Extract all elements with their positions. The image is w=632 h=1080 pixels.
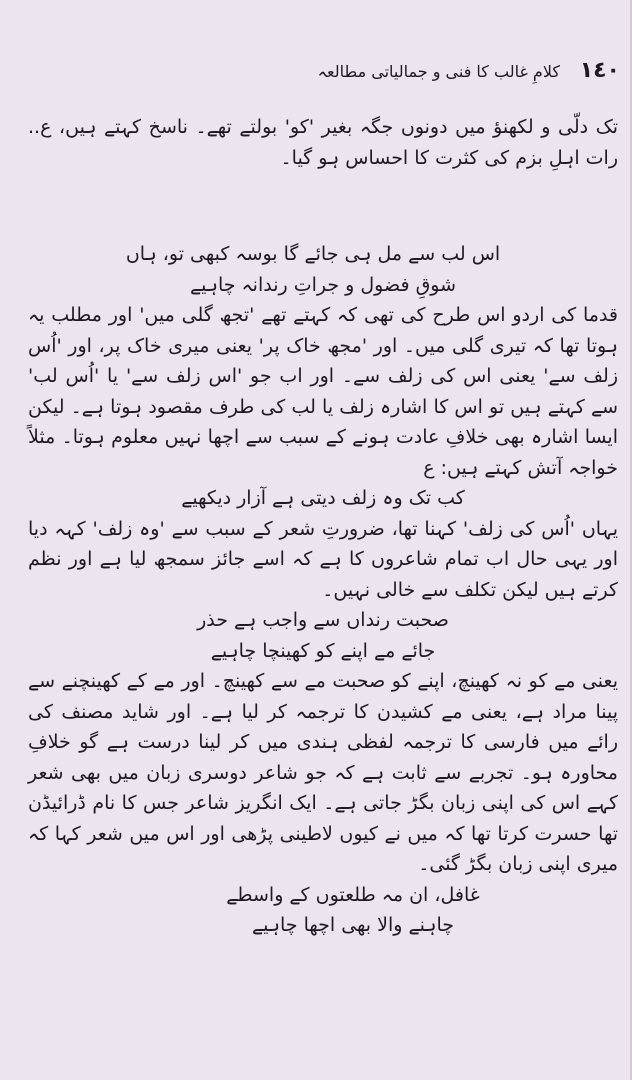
verse-3-line-2: جائے مے اپنے کو کھینچا چاہیے (210, 639, 436, 662)
verse-4-line-2: چاہنے والا بھی اچھا چاہیے (252, 914, 454, 936)
paragraph-3: یہاں 'اُس کی زلف' کہنا تھا، ضرورتِ شعر کے سبب سے 'وہ زلف' کہہ دیا اور یہی حال اب تمام شاعروں کا ہے کہ اسے جائز سمجھ لیا ہے اور نظم کرتے ہیں لیکن تکلف سے خالی نہیں۔ (28, 517, 618, 601)
paragraph-4: یعنی مے کو نہ کھینچ، اپنے کو صحبت مے سے کھینچ۔ اور مے کے کھینچنے سے پینا مراد ہے، یعنی مے کشیدن کا ترجمہ کر لیا ہے۔ اور شاید مصنف کی رائے میں فارسی کا ترجمہ لفظی ہندی میں کر لینا درست ہے گو خلافِ محاورہ ہو۔ تجربے سے ثابت ہے کہ جو شاعر دوسری زبان میں بھی شعر کہے اس کی اپنی زبان بگڑ جاتی ہے۔ ایک انگریز شاعر جس کا نام ڈرائیڈن تھا حسرت کرتا تھا کہ میں نے کیوں لاطینی پڑھی اور اس میں شعر کہا کہ میری اپنی زبان بگڑ گئی۔ (28, 670, 618, 875)
paragraph-1: تک دلّی و لکھنؤ میں دونوں جگہ بغیر 'کو' بولتے تھے۔ ناسخ کہتے ہیں، ع.. رات اہلِ بزم کی کثرت کا احساس ہو گیا۔ (28, 116, 618, 169)
page-header (60, 58, 620, 88)
verse-3-line-1: صحبت رنداں سے واجب ہے حذر (197, 609, 449, 631)
paragraph-2: قدما کی اردو اس طرح کی تھی کہ کہتے تھے 'تجھ گلی میں' اور مطلب یہ ہوتا تھا کہ تیری گلی میں۔ اور 'مجھ خاک پر' یعنی میری خاک پر، اور 'اُس زلف سے' یعنی اس کی زلف سے۔ اور اب جو 'اس زلف سے' یا 'اُس لب' سے کہتے ہیں تو اس کا اشارہ زلف یا لب کی طرف مقصود ہوتا ہے۔ لیکن ایسا اشارہ بھی خلافِ عادت ہونے کے سبب سے اچھا نہیں معلوم ہوتا۔ مثلاً خواجہ آتش کہتے ہیں: ع (28, 304, 618, 479)
running-title: کلامِ غالب کا فنی و جمالیاتی مطالعہ (317, 62, 560, 81)
verse-2-line-1: کب تک وہ زلف دیتی ہے آزار دیکھیے (181, 487, 465, 509)
page-number: ١٤٠ (579, 58, 620, 83)
verse-1-line-2: شوقِ فضول و جراتِ رندانہ چاہیے (189, 273, 457, 296)
page-body (28, 112, 618, 941)
verse-4-line-1: غافل، ان مہ طلعتوں کے واسطے (226, 883, 480, 906)
verse-1-line-1: اس لب سے مل ہی جائے گا بوسہ کبھی تو، ہاں (125, 243, 501, 265)
